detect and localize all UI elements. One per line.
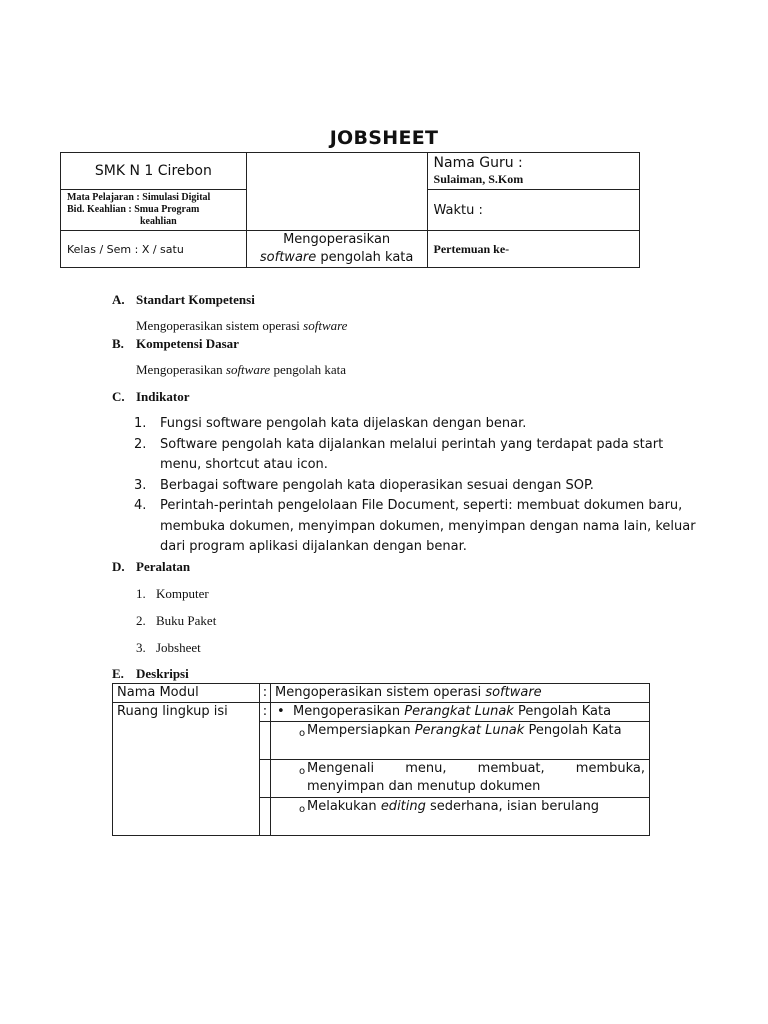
- guru-name: Sulaiman, S.Kom: [433, 172, 524, 186]
- bidang-line-2: keahlian: [140, 216, 177, 227]
- ruang-sub-item: [271, 798, 650, 836]
- peralatan-item: [136, 640, 201, 656]
- item-text: Jobsheet: [156, 640, 201, 655]
- kelas-cell: Kelas / Sem : X / satu: [61, 231, 247, 268]
- sub1-post: Pengolah Kata: [524, 723, 622, 738]
- item-number: 2.: [136, 613, 146, 628]
- header-blank-cell: [246, 153, 427, 231]
- circle-bullet-icon: o: [299, 728, 306, 739]
- colon: :: [260, 684, 271, 703]
- main-pre: Mengoperasikan: [293, 704, 405, 719]
- item-text: Software pengolah kata dijalankan melalui perintah yang terdapat pada start menu, shortcut atau icon.: [160, 436, 664, 472]
- section-title: Standart Kompetensi: [136, 292, 255, 307]
- section-a-heading: [112, 292, 255, 308]
- kd-text-pre: Mengoperasikan: [136, 362, 226, 377]
- section-a-text: [136, 318, 347, 334]
- topic-italic: software: [259, 250, 317, 265]
- waktu-label: Waktu :: [427, 190, 639, 231]
- peralatan-item: [136, 613, 216, 629]
- circle-bullet-icon: o: [299, 766, 306, 777]
- section-b-text: [136, 362, 346, 378]
- modul-italic: software: [485, 685, 542, 700]
- list-item: [134, 435, 699, 476]
- section-letter: B.: [112, 336, 124, 351]
- guru-label: Nama Guru :: [433, 155, 523, 171]
- section-title: Kompetensi Dasar: [136, 336, 239, 351]
- standart-italic: software: [303, 318, 348, 333]
- colon-empty: [260, 722, 271, 760]
- section-letter: E.: [112, 666, 124, 681]
- sub1-italic: Perangkat Lunak: [414, 723, 525, 738]
- item-number: 3.: [134, 477, 147, 493]
- main-italic: Perangkat Lunak: [404, 704, 514, 719]
- deskripsi-table: [112, 683, 650, 836]
- list-item: [134, 496, 699, 558]
- kd-text-post: pengolah kata: [270, 362, 347, 377]
- pertemuan-cell: Pertemuan ke-: [427, 231, 639, 268]
- page-title: JOBSHEET: [329, 127, 439, 149]
- modul-label: Nama Modul: [113, 684, 260, 703]
- school-name: SMK N 1 Cirebon: [61, 153, 247, 190]
- item-text: Komputer: [156, 586, 209, 601]
- section-b-heading: [112, 336, 239, 352]
- section-letter: A.: [112, 292, 125, 307]
- kd-italic: software: [225, 362, 271, 377]
- item-text: Fungsi software pengolah kata dijelaskan dengan benar.: [160, 416, 527, 431]
- section-title: Peralatan: [136, 559, 191, 574]
- item-text: Buku Paket: [156, 613, 217, 628]
- circle-bullet-icon: o: [299, 804, 306, 815]
- section-letter: C.: [112, 389, 125, 404]
- main-post: Pengolah Kata: [513, 704, 612, 719]
- peralatan-item: [136, 586, 209, 602]
- standart-text: Mengoperasikan sistem operasi: [136, 318, 304, 333]
- topic-line-1: Mengoperasikan: [283, 232, 391, 247]
- section-d-heading: [112, 559, 190, 575]
- header-table: [60, 152, 640, 268]
- guru-cell: [427, 153, 639, 190]
- item-number: 1.: [134, 416, 147, 431]
- section-e-heading: [112, 666, 189, 682]
- topic-rest: pengolah kata: [316, 250, 414, 265]
- ruang-main: [271, 703, 650, 722]
- ruang-sub-item: [271, 722, 650, 760]
- modul-text: Mengoperasikan sistem operasi: [275, 685, 486, 700]
- section-letter: D.: [112, 559, 125, 574]
- item-text: Berbagai software pengolah kata dioperasikan sesuai dengan SOP.: [160, 477, 594, 493]
- modul-value: [271, 684, 650, 703]
- item-text: Perintah-perintah pengelolaan File Document, seperti: membuat dokumen baru, membuka dokumen, menyimpan dokumen, menyimpan dengan nama lain, keluar dari program aplikasi dijalankan dengan benar.: [160, 498, 696, 554]
- sub2-text: Mengenali menu, membuat, membuka, menyimpan dan menutup dokumen: [307, 761, 645, 794]
- topic-line-2: [253, 249, 421, 267]
- sub3-pre: Melakukan: [307, 799, 381, 814]
- colon-empty: [260, 760, 271, 798]
- colon: :: [260, 703, 271, 722]
- list-item: [134, 476, 699, 497]
- colon-empty: [260, 798, 271, 836]
- bidang-line: Bid. Keahlian : Smua Program: [67, 204, 200, 215]
- topic-cell: [246, 231, 427, 268]
- indikator-list: [134, 414, 699, 558]
- item-number: 1.: [136, 586, 146, 601]
- item-number: 2.: [134, 436, 147, 452]
- ruang-sub-item: [271, 760, 650, 798]
- bullet-icon: •: [277, 704, 285, 719]
- sub3-italic: editing: [380, 799, 426, 814]
- sub3-post: sederhana, isian berulang: [425, 799, 600, 814]
- mapel-line: Mata Pelajaran : Simulasi Digital: [67, 192, 211, 203]
- sub1-pre: Mempersiapkan: [307, 723, 415, 738]
- mapel-cell: [61, 190, 247, 231]
- item-number: 3.: [136, 640, 146, 655]
- item-number: 4.: [134, 498, 147, 513]
- ruang-label: Ruang lingkup isi: [113, 703, 260, 836]
- section-title: Deskripsi: [136, 666, 189, 681]
- section-c-heading: [112, 389, 189, 405]
- section-title: Indikator: [136, 389, 190, 404]
- list-item: [134, 414, 699, 435]
